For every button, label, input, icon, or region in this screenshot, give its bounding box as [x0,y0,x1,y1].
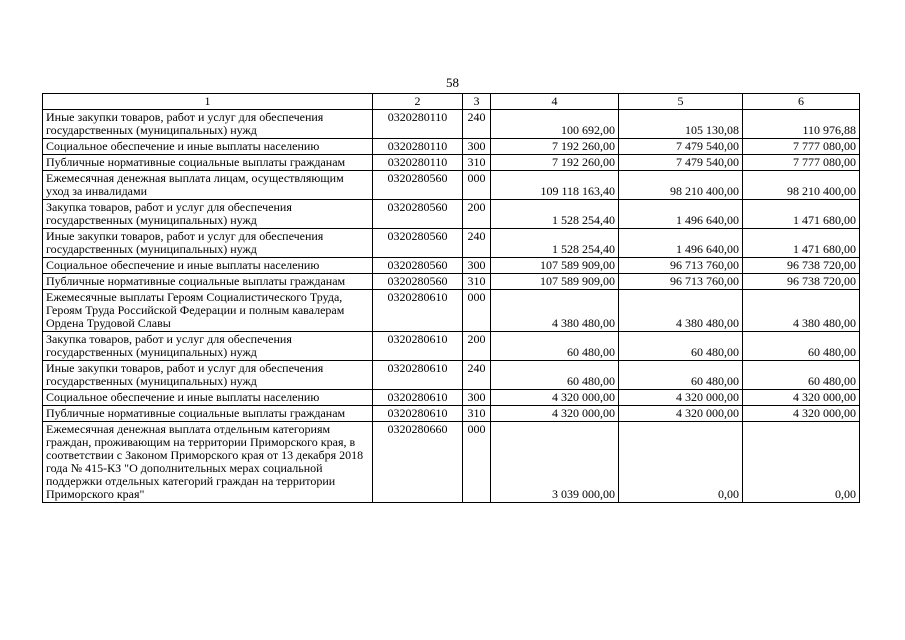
row-value-cell: 7 479 540,00 [619,139,743,155]
table-row [43,422,860,503]
row-name-cell: Ежемесячная денежная выплата лицам, осуществляющим уход за инвалидами [43,171,373,200]
table-row [43,110,860,139]
row-value-cell: 7 192 260,00 [491,139,619,155]
table-header-row [43,94,860,110]
row-code-cell: 0320280110 [373,110,463,139]
row-value-cell: 100 692,00 [491,110,619,139]
row-value-cell: 60 480,00 [619,332,743,361]
table-row [43,332,860,361]
row-value-cell: 60 480,00 [743,361,860,390]
row-value-cell: 96 738 720,00 [743,274,860,290]
row-kind-cell: 000 [463,171,491,200]
row-value-cell: 60 480,00 [743,332,860,361]
row-value-cell: 7 777 080,00 [743,139,860,155]
row-value-cell: 107 589 909,00 [491,258,619,274]
row-kind-cell: 310 [463,274,491,290]
row-kind-cell: 310 [463,155,491,171]
row-value-cell: 4 320 000,00 [619,406,743,422]
table-row [43,361,860,390]
row-value-cell: 96 738 720,00 [743,258,860,274]
row-value-cell: 4 380 480,00 [491,290,619,332]
row-code-cell: 0320280560 [373,274,463,290]
row-value-cell: 96 713 760,00 [619,274,743,290]
row-value-cell: 4 320 000,00 [619,390,743,406]
row-name-cell: Публичные нормативные социальные выплаты гражданам [43,155,373,171]
column-header: 3 [463,94,491,110]
row-value-cell: 4 380 480,00 [619,290,743,332]
row-value-cell: 7 777 080,00 [743,155,860,171]
row-value-cell: 3 039 000,00 [491,422,619,503]
row-name-cell: Публичные нормативные социальные выплаты гражданам [43,274,373,290]
budget-table [42,93,860,503]
row-value-cell: 1 496 640,00 [619,229,743,258]
row-code-cell: 0320280110 [373,139,463,155]
row-code-cell: 0320280660 [373,422,463,503]
column-header: 5 [619,94,743,110]
table-row [43,290,860,332]
row-name-cell: Ежемесячная денежная выплата отдельным категориям граждан, проживающим на территории Приморского края, в соответствии с Законом Приморского края от 13 декабря 2018 года № 415-КЗ "О дополнительных мерах социальной поддержки отдельных категорий граждан на территории Приморского края" [43,422,373,503]
row-code-cell: 0320280610 [373,361,463,390]
row-name-cell: Иные закупки товаров, работ и услуг для обеспечения государственных (муниципальных) нужд [43,361,373,390]
row-value-cell: 60 480,00 [619,361,743,390]
row-value-cell: 1 528 254,40 [491,200,619,229]
row-value-cell: 4 320 000,00 [491,406,619,422]
table-row [43,274,860,290]
row-name-cell: Ежемесячные выплаты Героям Социалистического Труда, Героям Труда Российской Федерации и полным кавалерам Ордена Трудовой Славы [43,290,373,332]
column-header: 6 [743,94,860,110]
row-code-cell: 0320280560 [373,171,463,200]
row-name-cell: Социальное обеспечение и иные выплаты населению [43,139,373,155]
table-row [43,155,860,171]
row-value-cell: 105 130,08 [619,110,743,139]
row-kind-cell: 300 [463,139,491,155]
row-value-cell: 109 118 163,40 [491,171,619,200]
row-value-cell: 4 320 000,00 [743,406,860,422]
row-kind-cell: 240 [463,229,491,258]
column-header: 1 [43,94,373,110]
row-kind-cell: 310 [463,406,491,422]
row-name-cell: Публичные нормативные социальные выплаты гражданам [43,406,373,422]
row-value-cell: 98 210 400,00 [743,171,860,200]
row-value-cell: 7 479 540,00 [619,155,743,171]
row-kind-cell: 300 [463,258,491,274]
row-value-cell: 98 210 400,00 [619,171,743,200]
table-row [43,139,860,155]
table-row [43,390,860,406]
row-value-cell: 4 320 000,00 [743,390,860,406]
table-row [43,406,860,422]
page-number: 58 [446,75,459,90]
row-name-cell: Закупка товаров, работ и услуг для обеспечения государственных (муниципальных) нужд [43,332,373,361]
row-name-cell: Закупка товаров, работ и услуг для обеспечения государственных (муниципальных) нужд [43,200,373,229]
row-code-cell: 0320280110 [373,155,463,171]
column-header: 4 [491,94,619,110]
row-value-cell: 96 713 760,00 [619,258,743,274]
row-code-cell: 0320280610 [373,332,463,361]
row-value-cell: 1 496 640,00 [619,200,743,229]
row-code-cell: 0320280610 [373,406,463,422]
table-row [43,200,860,229]
row-value-cell: 107 589 909,00 [491,274,619,290]
row-value-cell: 1 528 254,40 [491,229,619,258]
row-kind-cell: 240 [463,110,491,139]
row-value-cell: 0,00 [743,422,860,503]
row-value-cell: 60 480,00 [491,332,619,361]
column-header: 2 [373,94,463,110]
row-code-cell: 0320280560 [373,258,463,274]
row-code-cell: 0320280610 [373,390,463,406]
row-name-cell: Иные закупки товаров, работ и услуг для обеспечения государственных (муниципальных) нужд [43,229,373,258]
row-code-cell: 0320280560 [373,200,463,229]
table-row [43,229,860,258]
row-value-cell: 7 192 260,00 [491,155,619,171]
row-kind-cell: 200 [463,200,491,229]
row-value-cell: 4 380 480,00 [743,290,860,332]
row-name-cell: Иные закупки товаров, работ и услуг для обеспечения государственных (муниципальных) нужд [43,110,373,139]
row-kind-cell: 000 [463,422,491,503]
row-kind-cell: 240 [463,361,491,390]
row-kind-cell: 200 [463,332,491,361]
row-value-cell: 0,00 [619,422,743,503]
table-row [43,258,860,274]
row-code-cell: 0320280560 [373,229,463,258]
row-code-cell: 0320280610 [373,290,463,332]
table-row [43,171,860,200]
row-name-cell: Социальное обеспечение и иные выплаты населению [43,258,373,274]
row-value-cell: 1 471 680,00 [743,229,860,258]
row-kind-cell: 000 [463,290,491,332]
row-value-cell: 60 480,00 [491,361,619,390]
row-value-cell: 1 471 680,00 [743,200,860,229]
row-name-cell: Социальное обеспечение и иные выплаты населению [43,390,373,406]
row-value-cell: 110 976,88 [743,110,860,139]
row-value-cell: 4 320 000,00 [491,390,619,406]
row-kind-cell: 300 [463,390,491,406]
